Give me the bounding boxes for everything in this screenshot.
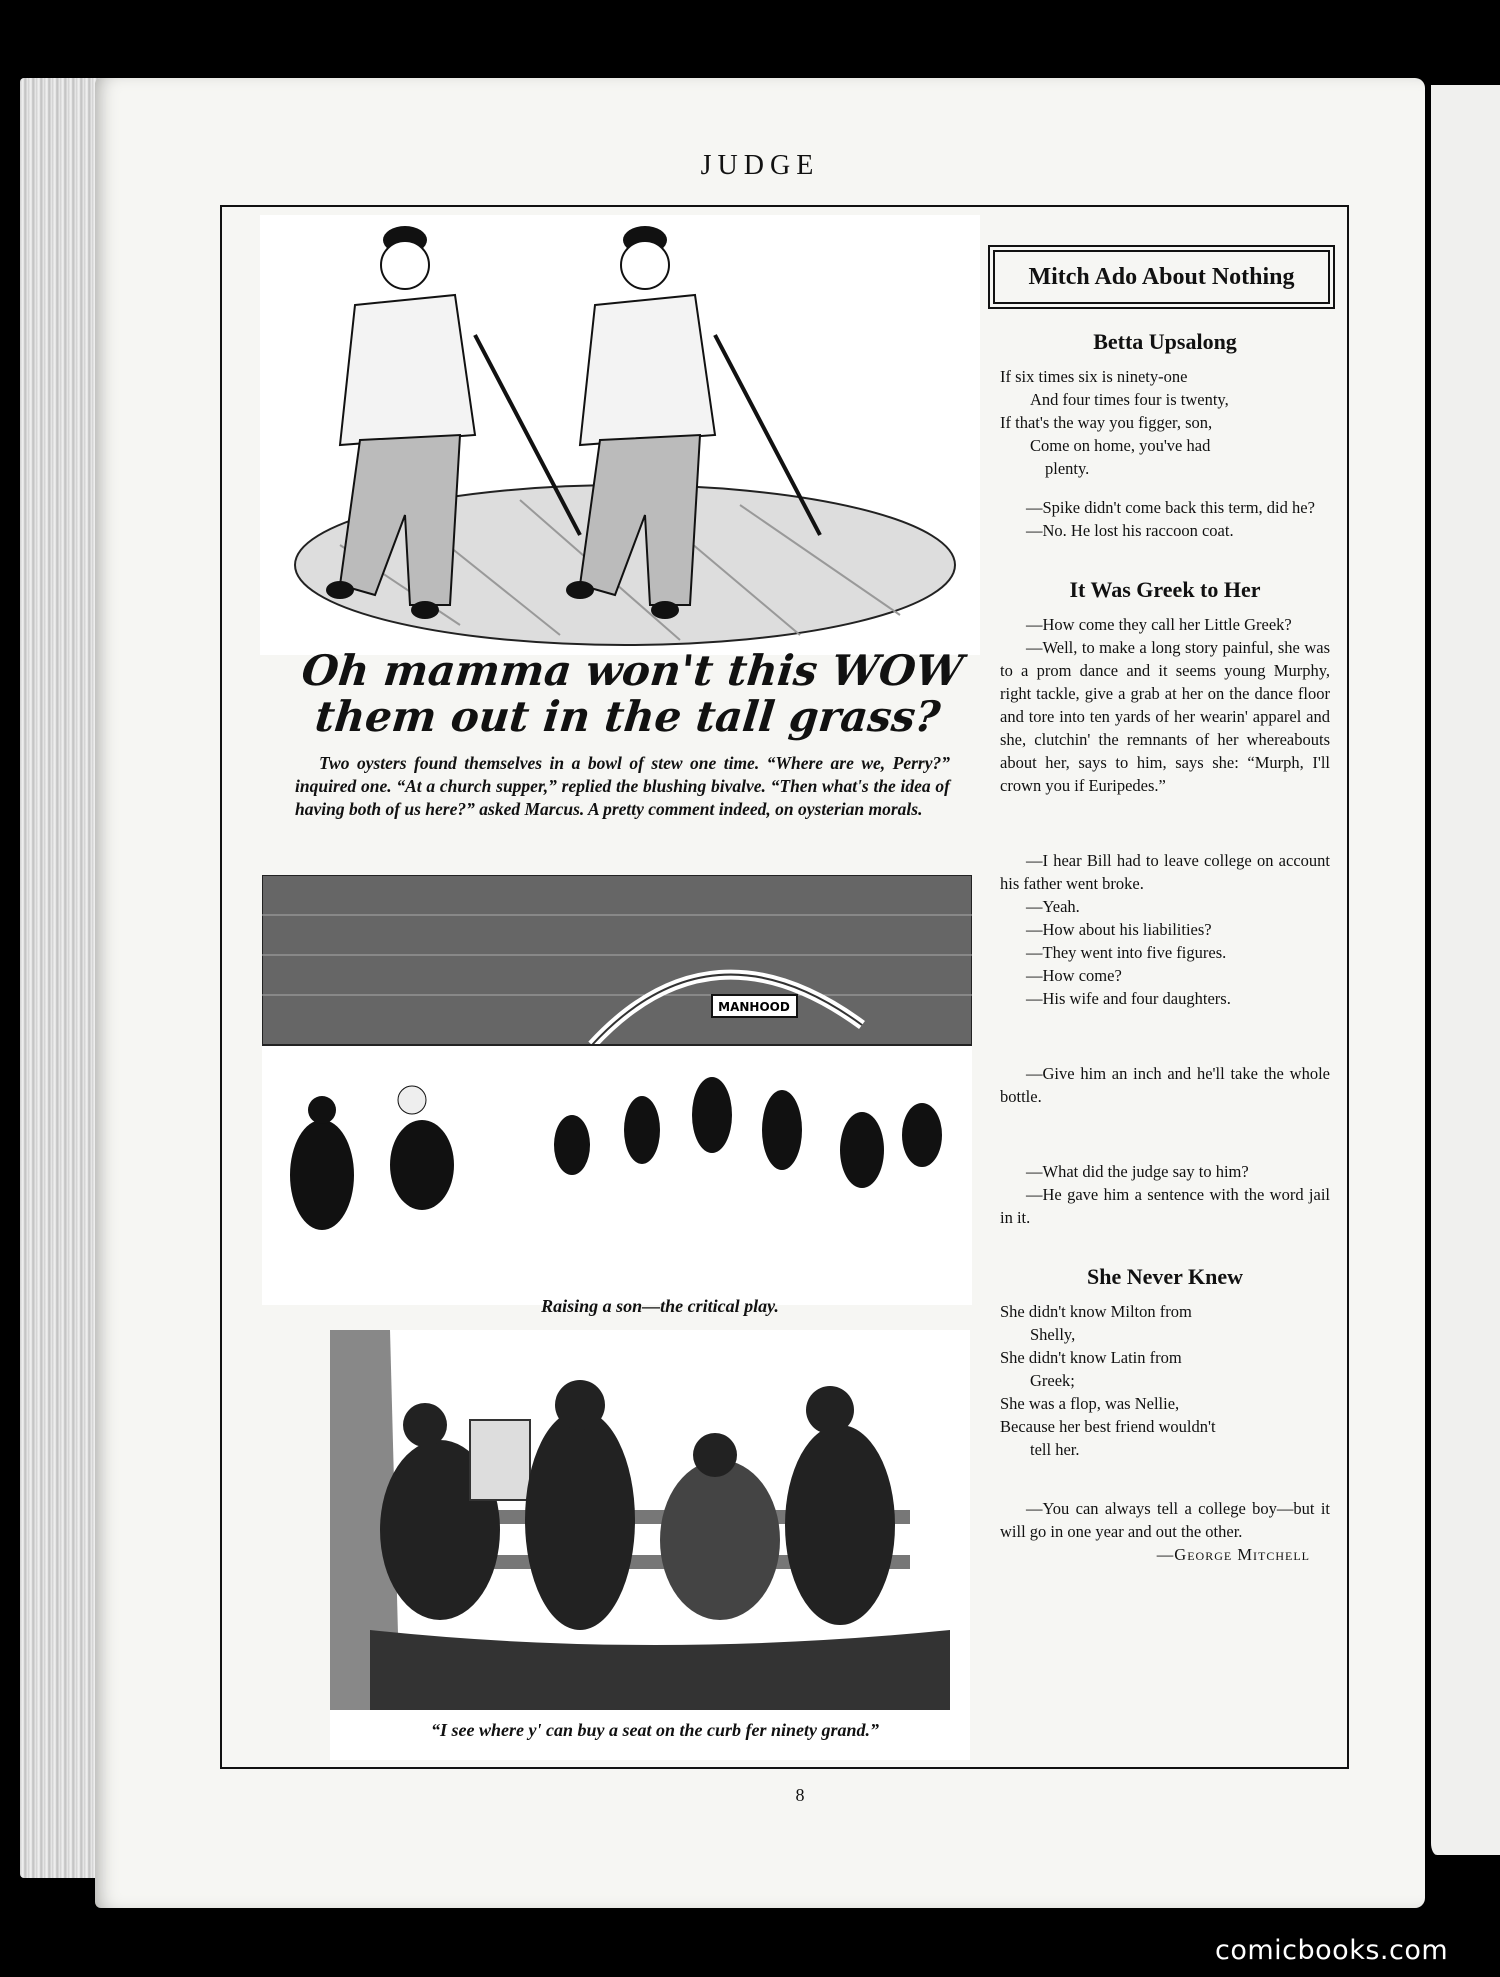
joke-paragraph: —Yeah. — [1026, 897, 1080, 916]
joke-paragraph: —No. He lost his raccoon coat. — [1026, 521, 1234, 540]
headline-line-2: them out in the tall grass? — [312, 692, 943, 741]
joke-paragraph: —You can always tell a college boy—but it will go in one year and out the other. — [1000, 1499, 1330, 1541]
verse-line: She didn't know Milton from — [1000, 1302, 1192, 1321]
joke-paragraph: —What did the judge say to him? — [1026, 1162, 1249, 1181]
joke-paragraph: —How come they call her Little Greek? — [1026, 615, 1292, 634]
dancing-men-illustration — [260, 215, 980, 655]
verse-line: She was a flop, was Nellie, — [1000, 1394, 1180, 1413]
verse-line: Shelly, — [1030, 1325, 1076, 1344]
stadium-illustration — [262, 875, 972, 1305]
author-signature: —George Mitchell — [1156, 1545, 1310, 1564]
joke-paragraph: —Spike didn't come back this term, did he? — [1026, 498, 1315, 517]
stadium-caption: Raising a son—the critical play. — [541, 1296, 779, 1316]
verse-line: Because her best friend wouldn't — [1000, 1417, 1216, 1436]
section-title-never-knew: She Never Knew — [1086, 1264, 1244, 1289]
joke-paragraph: —His wife and four daughters. — [1026, 989, 1231, 1008]
verse-line: tell her. — [1030, 1440, 1080, 1459]
verse-line: And four times four is twenty, — [1030, 390, 1229, 409]
manhood-banner: MANHOOD — [718, 1000, 790, 1014]
joke-paragraph: —Well, to make a long story painful, she was to a prom dance and it seems young Murphy, right tackle, give a grab at her on the dance floor and tore into ten yards of her wearin' apparel and she, clutchin' the remnants of her whereabouts about her, says to him, says she: “Murph, I'll crown you if Euripedes.” — [1000, 638, 1330, 795]
bench-illustration — [330, 1330, 970, 1760]
verse-never-knew — [1000, 1300, 1330, 1461]
joke-paragraph: —How come? — [1026, 966, 1122, 985]
facing-page-edge — [1425, 85, 1500, 1855]
page-number: 8 — [795, 1785, 805, 1805]
section-title-greek: It Was Greek to Her — [1069, 577, 1261, 602]
verse-line: If that's the way you figger, son, — [1000, 413, 1213, 432]
joke-paragraph: —How about his liabilities? — [1026, 920, 1212, 939]
verse-line: Come on home, you've had — [1030, 436, 1211, 455]
column-title: Mitch Ado About Nothing — [993, 250, 1330, 304]
headline-line-1: Oh mamma won't this WOW — [299, 646, 966, 695]
verse-line: plenty. — [1045, 459, 1090, 478]
joke-paragraph: —He gave him a sentence with the word jail in it. — [1000, 1185, 1330, 1227]
humor-column — [1000, 330, 1330, 1566]
verse-line: If six times six is ninety-one — [1000, 367, 1188, 386]
magazine-title: JUDGE — [700, 150, 820, 181]
verse-line: Greek; — [1030, 1371, 1075, 1390]
oyster-joke: Two oysters found themselves in a bowl of stew one time. “Where are we, Perry?” inquired one. “At a church supper,” replied the blushing bivalve. “Then what's the idea of having both of us here?” asked Marcus. A pretty comment indeed, on oysterian morals. — [295, 753, 950, 819]
joke-paragraph: —Give him an inch and he'll take the whole bottle. — [1000, 1064, 1330, 1106]
joke-paragraph: —They went into five figures. — [1026, 943, 1227, 962]
section-title-betta-upsalong: Betta Upsalong — [1093, 329, 1237, 354]
verse-betta-upsalong — [1000, 365, 1330, 480]
verse-line: She didn't know Latin from — [1000, 1348, 1182, 1367]
watermark: comicbooks.com — [1215, 1935, 1449, 1966]
cartoon-headline — [265, 648, 995, 740]
joke-paragraph: —I hear Bill had to leave college on account his father went broke. — [1000, 851, 1330, 893]
bench-caption: “I see where y' can buy a seat on the curb fer ninety grand.” — [431, 1720, 879, 1740]
